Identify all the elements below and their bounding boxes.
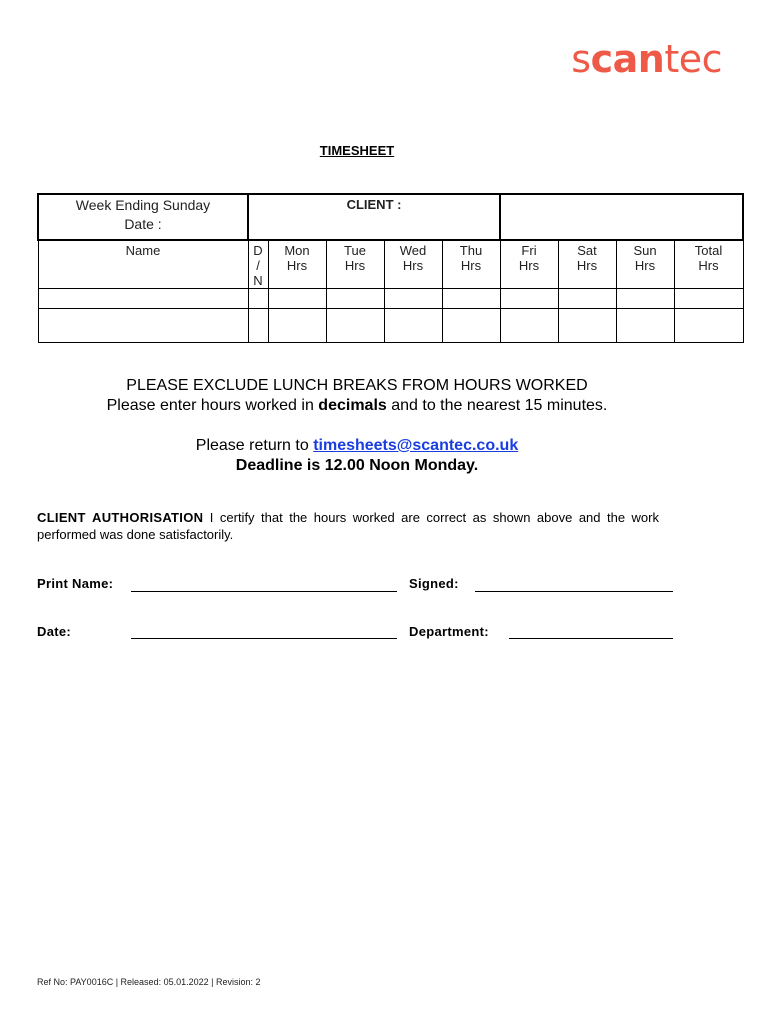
footer-ref: Ref No: PAY0016C | Released: 05.01.2022 | Revision: 2	[37, 977, 261, 987]
dn-header: D / N	[248, 240, 268, 289]
dn-input-cell[interactable]	[248, 309, 268, 343]
hours-input-cell[interactable]	[500, 289, 558, 309]
department-field[interactable]	[509, 638, 673, 639]
lunch-break-notice: PLEASE EXCLUDE LUNCH BREAKS FROM HOURS WORKED	[126, 377, 588, 394]
client-authorisation: CLIENT AUTHORISATION I certify that the hours worked are correct as shown above and the work performed was done satisfactorily.	[37, 510, 659, 542]
deadline-notice: Deadline is 12.00 Noon Monday.	[235, 457, 479, 474]
dn-input-cell[interactable]	[248, 289, 268, 309]
wed-header: Wed Hrs	[384, 240, 442, 289]
total-input-cell[interactable]	[674, 289, 743, 309]
hours-input-cell[interactable]	[442, 309, 500, 343]
week-ending-cell[interactable]: Week Ending Sunday Date :	[38, 194, 248, 240]
total-header: Total Hrs	[674, 240, 743, 289]
tue-header: Tue Hrs	[326, 240, 384, 289]
print-name-field[interactable]	[131, 591, 397, 592]
date-field[interactable]	[131, 638, 397, 639]
name-input-cell[interactable]	[38, 289, 248, 309]
hours-input-cell[interactable]	[384, 309, 442, 343]
return-notice: Please return to timesheets@scantec.co.uk	[195, 437, 519, 454]
print-name-label: Print Name:	[37, 576, 114, 591]
decimals-notice: Please enter hours worked in decimals and to the nearest 15 minutes.	[106, 397, 608, 414]
email-link[interactable]: timesheets@scantec.co.uk	[313, 437, 519, 454]
sun-header: Sun Hrs	[616, 240, 674, 289]
name-header: Name	[38, 240, 248, 289]
page-title: TIMESHEET	[319, 143, 395, 158]
fri-header: Fri Hrs	[500, 240, 558, 289]
hours-input-cell[interactable]	[326, 309, 384, 343]
client-cell[interactable]	[248, 194, 500, 240]
signed-field[interactable]	[475, 591, 673, 592]
hours-input-cell[interactable]	[442, 289, 500, 309]
hours-input-cell[interactable]	[326, 289, 384, 309]
hours-input-cell[interactable]	[558, 309, 616, 343]
date-label: Date:	[37, 624, 72, 639]
hours-input-cell[interactable]	[500, 309, 558, 343]
timesheet-table	[37, 193, 744, 343]
scantec-logo: scantec	[571, 37, 722, 81]
hours-input-cell[interactable]	[268, 309, 326, 343]
sat-header: Sat Hrs	[558, 240, 616, 289]
client-label: CLIENT :	[346, 197, 402, 212]
hours-input-cell[interactable]	[616, 309, 674, 343]
hours-input-cell[interactable]	[268, 289, 326, 309]
signed-label: Signed:	[409, 576, 459, 591]
table-row	[38, 289, 743, 309]
hours-input-cell[interactable]	[616, 289, 674, 309]
hours-input-cell[interactable]	[558, 289, 616, 309]
thu-header: Thu Hrs	[442, 240, 500, 289]
client-value-cell[interactable]	[500, 194, 743, 240]
total-input-cell[interactable]	[674, 309, 743, 343]
table-row	[38, 309, 743, 343]
mon-header: Mon Hrs	[268, 240, 326, 289]
hours-input-cell[interactable]	[384, 289, 442, 309]
name-input-cell[interactable]	[38, 309, 248, 343]
department-label: Department:	[409, 624, 489, 639]
